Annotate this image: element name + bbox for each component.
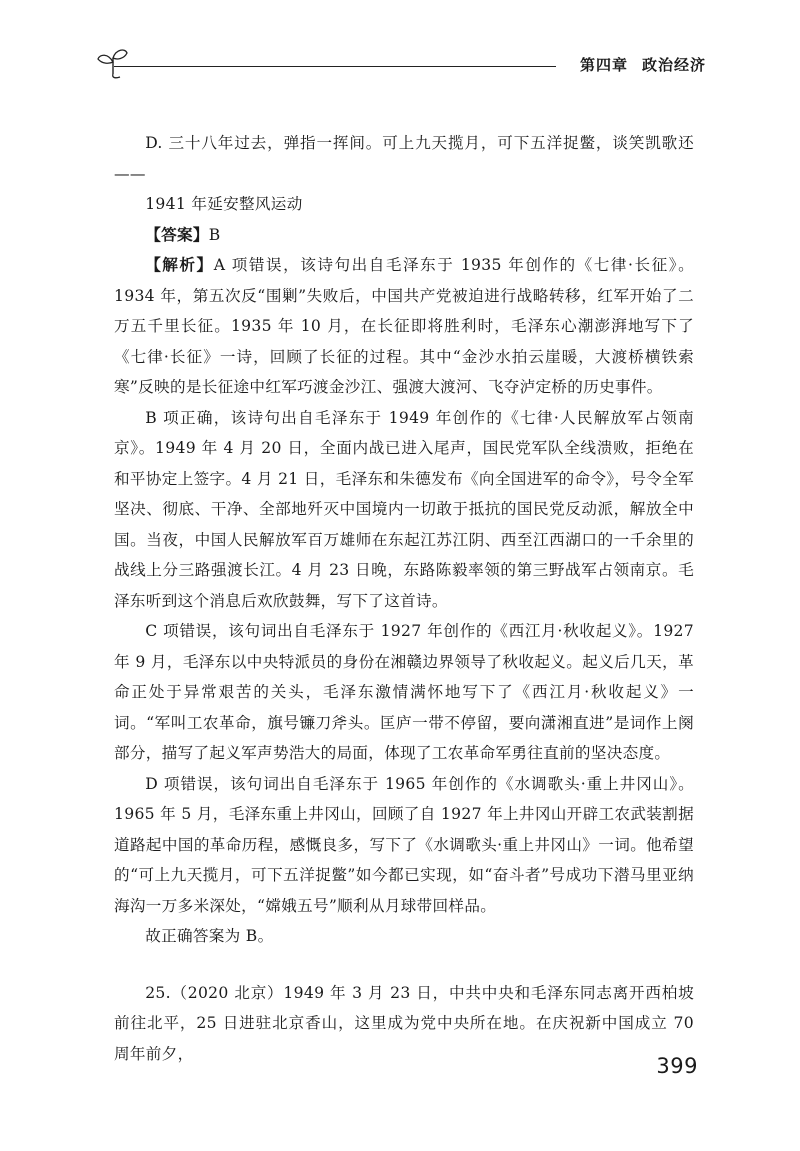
analysis-a-text: A 项错误，该诗句出自毛泽东于 1935 年创作的《七律·长征》。1934 年，第五次反“围剿”失败后，中国共产党被迫进行战略转移，红军开始了二万五千里长征。1935 年 10 月，在长征即将胜利时，毛泽东心潮澎湃地写下了《七律·长征》一诗，回顾了长征的过程。其中“金沙水拍云崖暖，大渡桥横铁索寒”反映的是长征途中红军巧渡金沙江、强渡大渡河、飞夺泸定桥的历史事件。	[114, 256, 695, 396]
answer-label: 【答案】	[145, 224, 209, 244]
page-header	[96, 44, 706, 80]
analysis-label: 【解析】	[145, 255, 214, 274]
header-rule	[114, 66, 556, 67]
chapter-number: 第四章	[579, 56, 628, 74]
answer-value: B	[208, 225, 221, 244]
analysis-a	[114, 250, 694, 403]
analysis-c: C 项错误，该句词出自毛泽东于 1927 年创作的《西江月·秋收起义》。1927 年 9 月，毛泽东以中央特派员的身份在湘赣边界领导了秋收起义。起义后几天，革命正处于异常艰苦的关头，毛泽东激情满怀地写下了《西江月·秋收起义》一词。“军叫工农革命，旗号镰刀斧头。匡庐一带不停留，要向潇湘直进”是词作上阕部分，描写了起义军声势浩大的局面，体现了工农革命军勇往直前的坚决态度。	[114, 622, 694, 762]
chapter-title: 政治经济	[641, 56, 706, 74]
chapter-heading	[580, 54, 706, 75]
question-25: 25.（2020 北京）1949 年 3 月 23 日，中共中央和毛泽东同志离开西柏坡前往北平，25 日进驻北京香山，这里成为党中央所在地。在庆祝新中国成立 70 周年前夕，	[114, 983, 694, 1063]
analysis-b: B 项正确，该诗句出自毛泽东于 1949 年创作的《七律·人民解放军占领南京》。1949 年 4 月 20 日，全面内战已进入尾声，国民党军队全线溃败，拒绝在和平协定上签字。4 月 21 日，毛泽东和朱德发布《向全国进军的命令》，号令全军坚决、彻底、干净、全部地歼灭中国境内一切敢于抵抗的国民党反动派，解放全中国。当夜，中国人民解放军百万雄师在东起江苏江阴、西至江西湖口的一千余里的战线上分三路强渡长江。4 月 23 日晚，东路陈毅率领的第三野战军占领南京。毛泽东听到这个消息后欢欣鼓舞，写下了这首诗。	[114, 408, 694, 610]
page-body	[114, 128, 694, 1069]
option-d-line1: D. 三十八年过去，弹指一挥间。可上九天揽月，可下五洋捉鳖，谈笑凯歌还——	[114, 134, 694, 183]
option-d-line2: 1941 年延安整风运动	[145, 195, 303, 213]
page-number: 399	[656, 1054, 698, 1078]
answer-line	[114, 220, 694, 251]
sprout-icon	[96, 44, 130, 80]
analysis-conclusion: 故正确答案为 B。	[145, 927, 274, 945]
analysis-d: D 项错误，该句词出自毛泽东于 1965 年创作的《水调歌头·重上井冈山》。1965 年 5 月，毛泽东重上井冈山，回顾了自 1927 年上井冈山开辟工农武装割据道路起中国的革命历程，感慨良多，写下了《水调歌头·重上井冈山》一词。他希望的“可上九天揽月，可下五洋捉鳖”如今都已实现，如“奋斗者”号成功下潜马里亚纳海沟一万多米深处，“嫦娥五号”顺利从月球带回样品。	[114, 774, 694, 915]
